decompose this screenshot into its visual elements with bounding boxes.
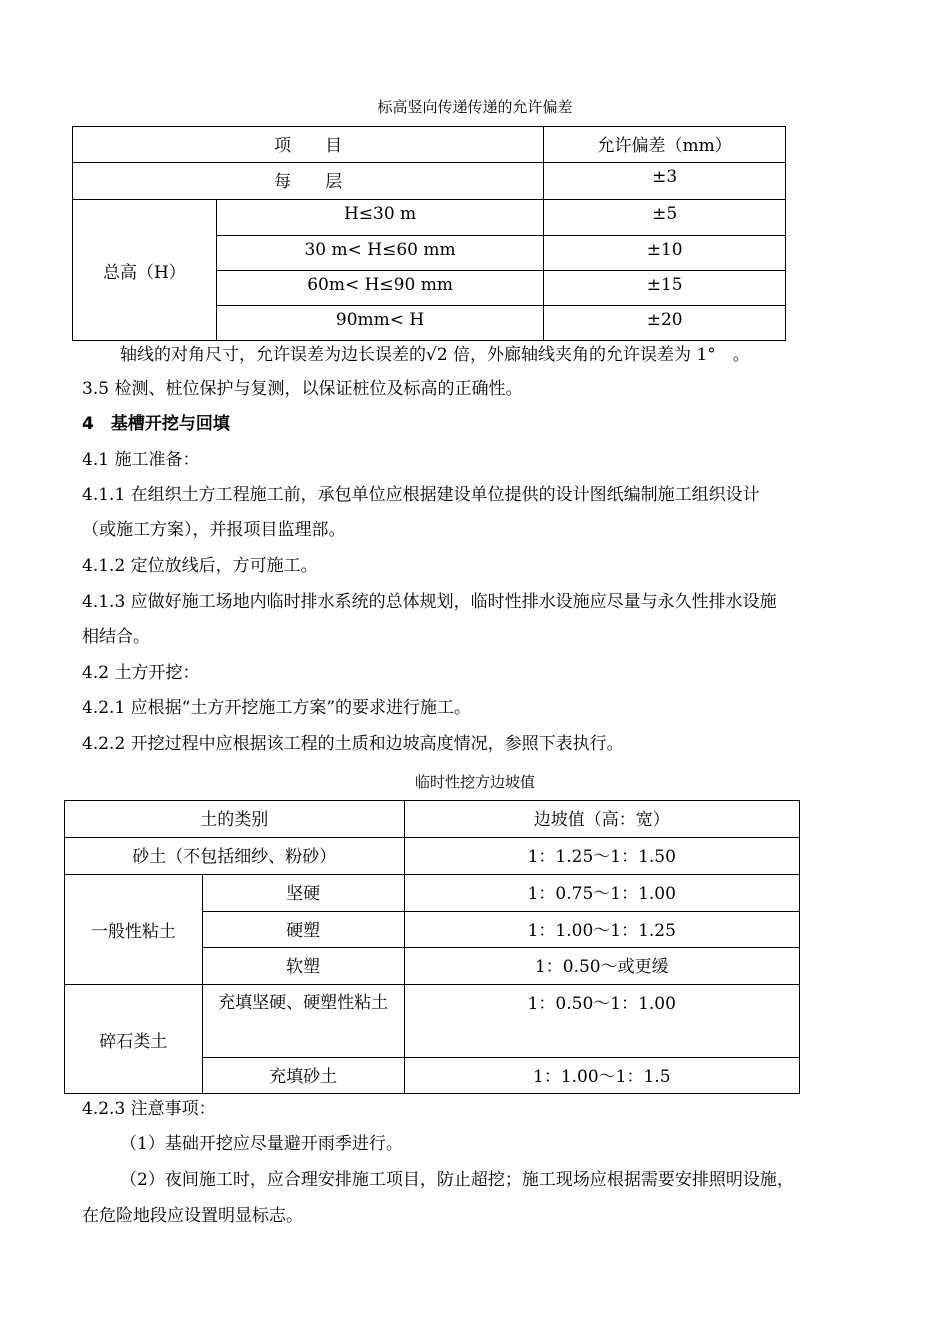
- header-soil: 土的类别: [65, 801, 405, 838]
- each-floor-label: 每 层: [73, 163, 544, 200]
- slope-cell: 1：0.75～1：1.00: [404, 875, 799, 912]
- state-cell: 充填坚硬、硬塑性粘土: [202, 985, 404, 1058]
- gravel-label: 碎石类土: [65, 985, 203, 1094]
- state-cell: 充填砂土: [202, 1058, 404, 1094]
- clay-label: 一般性粘土: [65, 875, 203, 985]
- range-cell: H≤30 m: [216, 200, 544, 236]
- slope-cell: 1：1.00～1：1.25: [404, 912, 799, 948]
- value-cell: ±5: [544, 200, 786, 236]
- tolerance-table: [72, 126, 786, 341]
- sand-label: 砂土（不包括细纱、粉砂）: [65, 838, 405, 875]
- each-floor-value: ±3: [544, 163, 786, 200]
- header-tolerance: 允许偏差（mm）: [544, 127, 786, 163]
- table1-caption: 标高竖向传递传递的允许偏差: [377, 98, 573, 116]
- sand-value: 1：1.25～1：1.50: [404, 838, 799, 875]
- paragraph-4-2-2: 4.2.2 开挖过程中应根据该工程的土质和边坡高度情况，参照下表执行。: [82, 734, 624, 754]
- note-2: （2）夜间施工时，应合理安排施工项目，防止超挖；施工现场应根据需要安排照明设施，: [120, 1170, 794, 1190]
- state-cell: 硬塑: [202, 912, 404, 948]
- value-cell: ±20: [544, 306, 786, 341]
- axis-note: 轴线的对角尺寸，允许误差为边长误差的√2 倍，外廊轴线夹角的允许误差为 1° 。: [120, 345, 750, 365]
- table2-caption: 临时性挖方边坡值: [414, 773, 535, 791]
- slope-cell: 1：1.00～1：1.5: [404, 1058, 799, 1094]
- note-1: （1）基础开挖应尽量避开雨季进行。: [120, 1134, 403, 1154]
- paragraph-4-1: 4.1 施工准备：: [82, 450, 200, 470]
- header-slope: 边坡值（高：宽）: [404, 801, 799, 838]
- paragraph-3-5: 3.5 检测、桩位保护与复测，以保证桩位及标高的正确性。: [82, 379, 523, 399]
- slope-cell: 1：0.50～1：1.00: [404, 985, 799, 1058]
- paragraph-4-2-3: 4.2.3 注意事项：: [82, 1099, 216, 1119]
- header-item: 项 目: [73, 127, 544, 163]
- range-cell: 30 m< H≤60 mm: [216, 236, 544, 271]
- total-height-label: 总高（H）: [73, 200, 217, 341]
- state-cell: 坚硬: [202, 875, 404, 912]
- paragraph-4-1-1: 4.1.1 在组织土方工程施工前，承包单位应根据建设单位提供的设计图纸编制施工组织设计: [82, 485, 760, 505]
- paragraph-4-1-3-cont: 相结合。: [82, 627, 150, 647]
- note-2-cont: 在危险地段应设置明显标志。: [82, 1206, 303, 1226]
- paragraph-4-1-3: 4.1.3 应做好施工场地内临时排水系统的总体规划，临时性排水设施应尽量与永久性排水设施: [82, 592, 777, 612]
- range-cell: 90mm< H: [216, 306, 544, 341]
- paragraph-4-2: 4.2 土方开挖：: [82, 663, 200, 683]
- slope-cell: 1：0.50～或更缓: [404, 948, 799, 985]
- paragraph-4-1-1-cont: （或施工方案），并报项目监理部。: [82, 520, 346, 540]
- range-cell: 60m< H≤90 mm: [216, 271, 544, 306]
- slope-table: [64, 800, 800, 1094]
- paragraph-4-1-2: 4.1.2 定位放线后，方可施工。: [82, 556, 318, 576]
- value-cell: ±10: [544, 236, 786, 271]
- paragraph-4-2-1: 4.2.1 应根据“土方开挖施工方案”的要求进行施工。: [82, 698, 472, 718]
- state-cell: 软塑: [202, 948, 404, 985]
- section-heading-4: 4 基槽开挖与回填: [82, 414, 230, 434]
- value-cell: ±15: [544, 271, 786, 306]
